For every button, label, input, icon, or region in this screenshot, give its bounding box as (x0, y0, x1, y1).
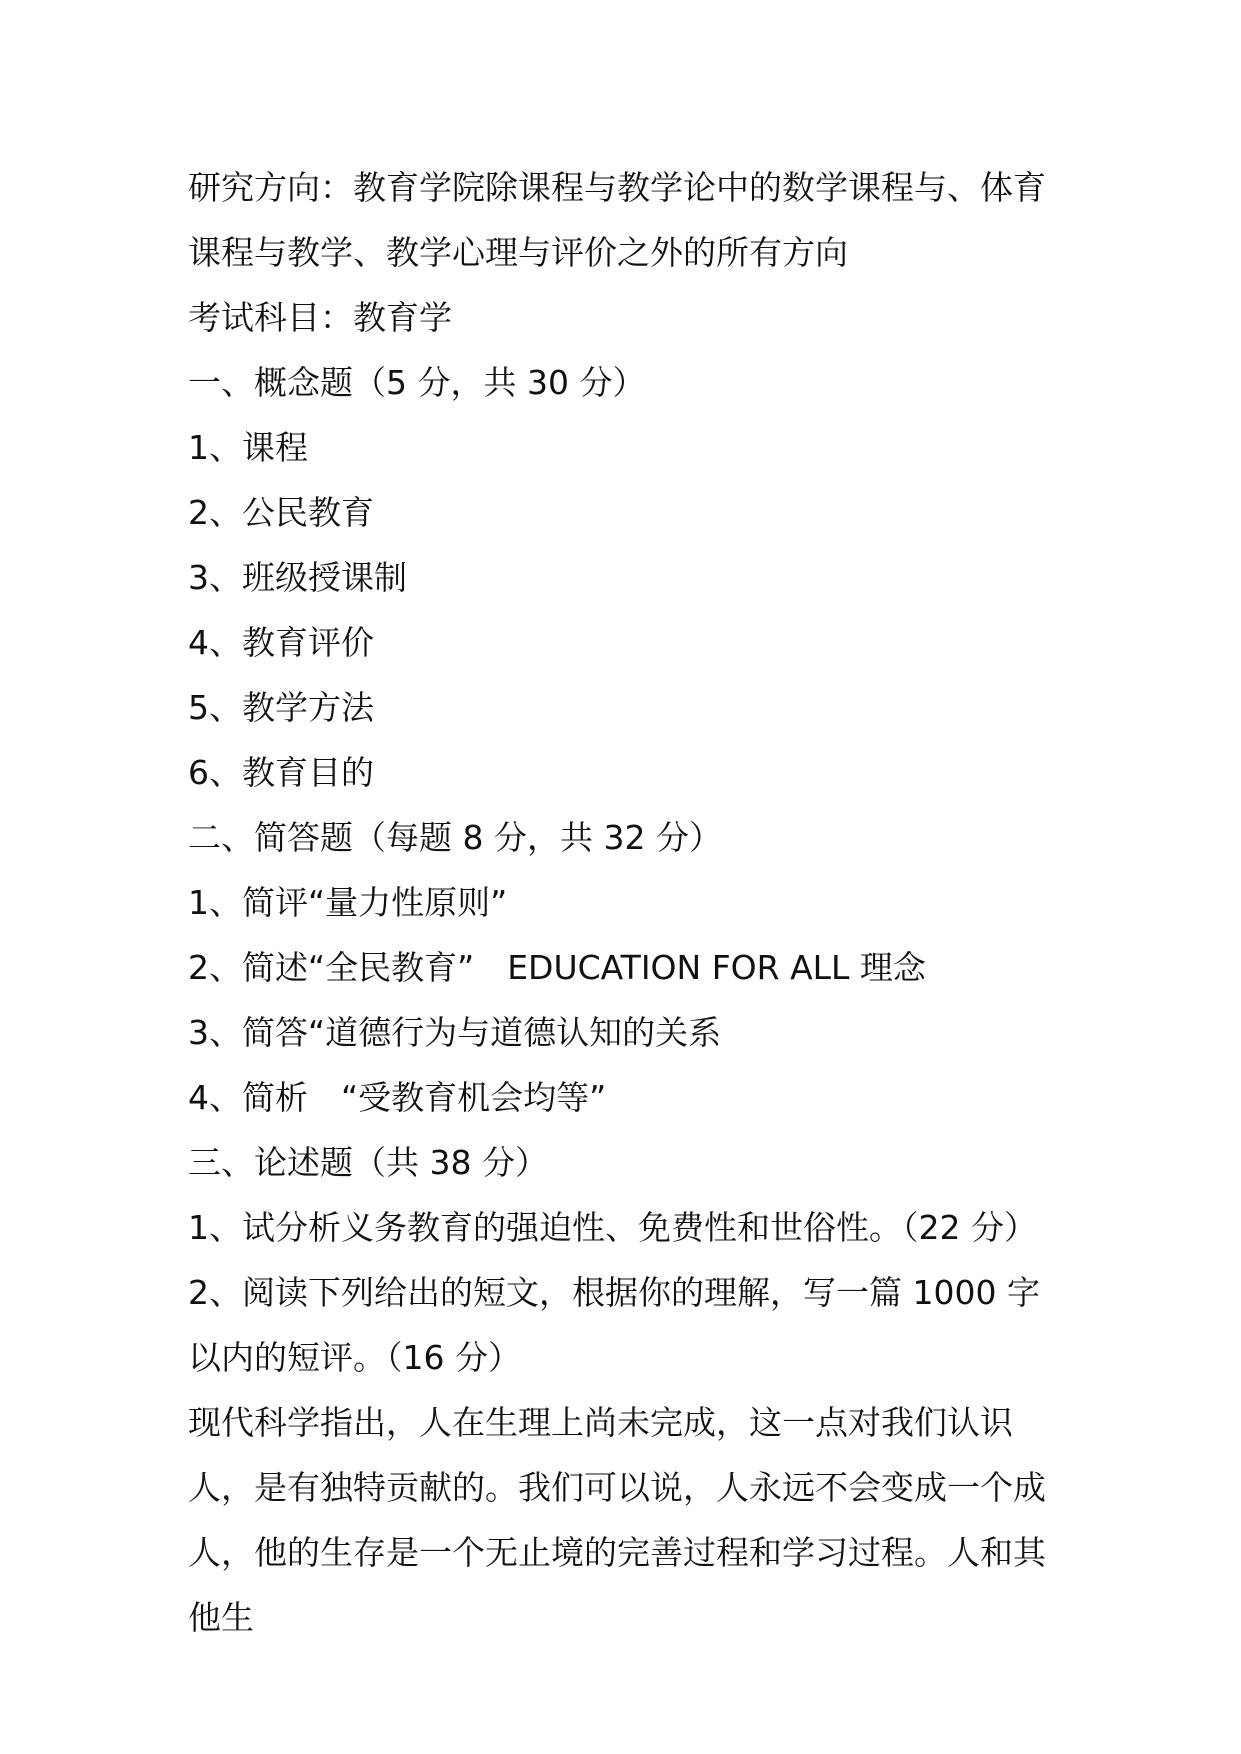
section-1-heading: 一、概念题（5 分，共 30 分） (188, 363, 646, 402)
document-body (188, 155, 1068, 1650)
list-item: 4、教育评价 (188, 623, 374, 662)
list-item: 2、阅读下列给出的短文，根据你的理解，写一篇 1000 字以内的短评。（16 分） (188, 1273, 1040, 1377)
research-direction: 研究方向：教育学院除课程与教学论中的数学课程与、体育课程与教学、教学心理与评价之外的所有方向 (188, 168, 1046, 272)
reading-passage: 现代科学指出，人在生理上尚未完成，这一点对我们认识人，是有独特贡献的。我们可以说，人永远不会变成一个成人，他的生存是一个无止境的完善过程和学习过程。人和其他生 (188, 1403, 1046, 1637)
list-item: 2、简述“全民教育” EDUCATION FOR ALL 理念 (188, 948, 926, 987)
list-item: 4、简析 “受教育机会均等” (188, 1078, 607, 1117)
section-3-heading: 三、论述题（共 38 分） (188, 1143, 548, 1182)
list-item: 6、教育目的 (188, 753, 374, 792)
exam-subject: 考试科目：教育学 (188, 298, 452, 337)
list-item: 2、公民教育 (188, 493, 374, 532)
list-item: 1、课程 (188, 428, 308, 467)
list-item: 3、简答“道德行为与道德认知的关系 (188, 1013, 722, 1052)
list-item: 3、班级授课制 (188, 558, 407, 597)
list-item: 5、教学方法 (188, 688, 374, 727)
section-2-heading: 二、简答题（每题 8 分，共 32 分） (188, 818, 722, 857)
list-item: 1、简评“量力性原则” (188, 883, 508, 922)
list-item: 1、试分析义务教育的强迫性、免费性和世俗性。（22 分） (188, 1208, 1037, 1247)
